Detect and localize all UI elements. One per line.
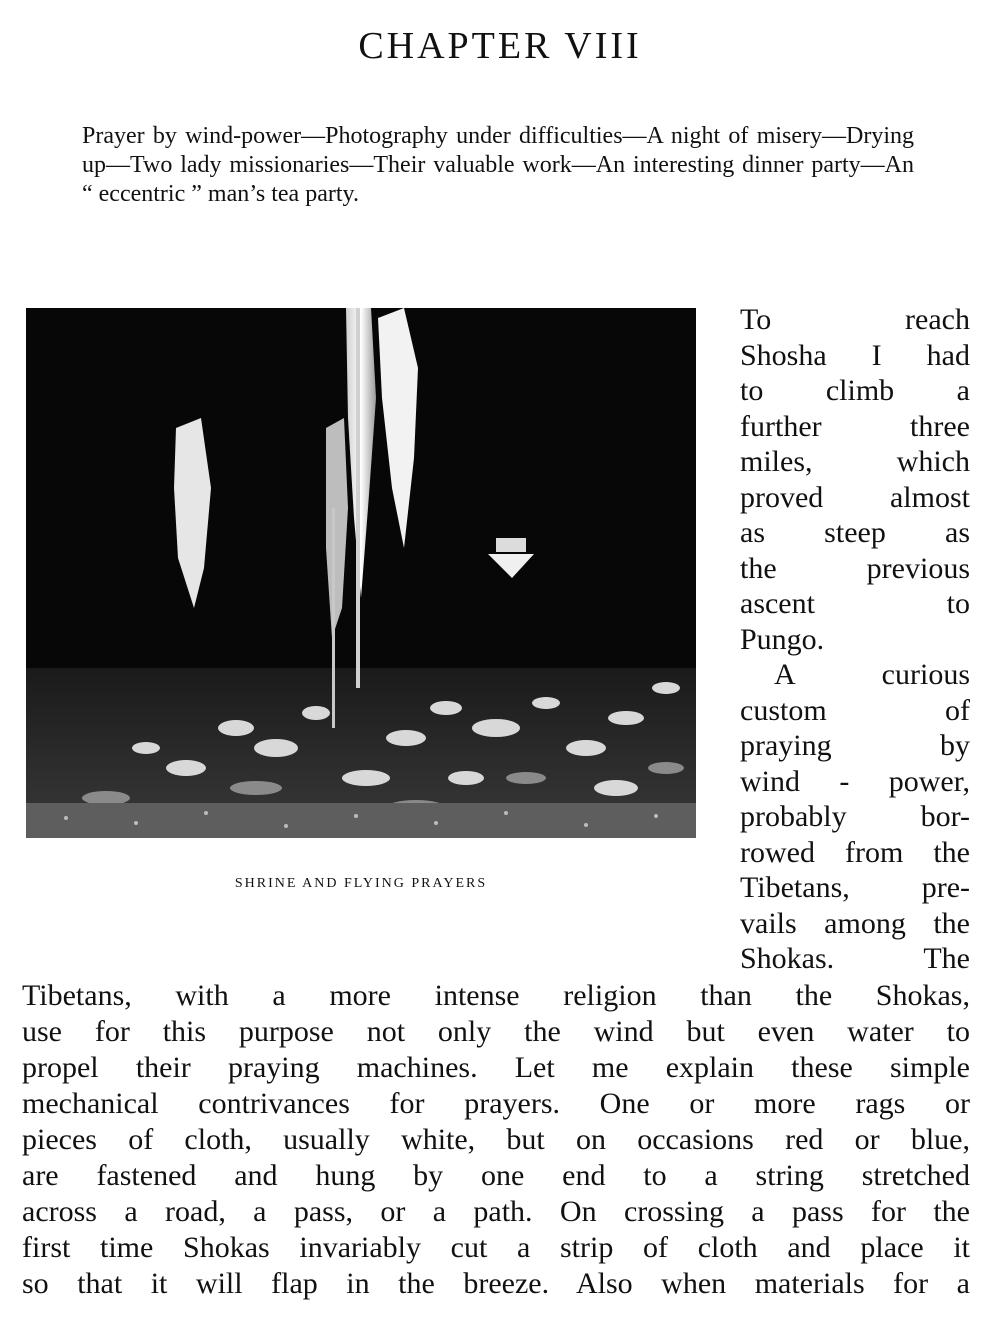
text-line: pieces of cloth, usually white, but on occasions red or blue, xyxy=(22,1123,970,1156)
side-column-text xyxy=(740,302,970,977)
figure-caption: SHRINE AND FLYING PRAYERS xyxy=(234,876,488,891)
text-line: To reach xyxy=(740,303,970,336)
text-line: Tibetans, with a more intense religion than the Shokas, xyxy=(22,979,970,1012)
text-line: probably bor- xyxy=(740,800,970,833)
text-line: Shokas. The xyxy=(740,942,970,975)
text-line: are fastened and hung by one end to a string stretched xyxy=(22,1159,970,1192)
text-line: vails among the xyxy=(740,906,970,940)
text-line: ascent to xyxy=(740,587,970,620)
text-line: rowed from the xyxy=(740,835,970,869)
text-line: across a road, a pass, or a path. On crossing a pass for the xyxy=(22,1195,970,1228)
text-line: use for this purpose not only the wind but even water to xyxy=(22,1015,970,1048)
text-line: to climb a xyxy=(740,374,970,407)
text-line: Tibetans, pre- xyxy=(740,871,970,904)
text-line: so that it will flap in the breeze. Also when materials for a xyxy=(22,1267,970,1300)
text-line: Shosha I had xyxy=(740,338,970,372)
text-line: proved almost xyxy=(740,480,970,514)
text-line: Pungo. xyxy=(740,622,825,656)
text-line: as steep as xyxy=(740,516,970,549)
text-line: first time Shokas invariably cut a strip of cloth and place it xyxy=(22,1231,970,1264)
chapter-title: CHAPTER VIII xyxy=(358,25,642,67)
text-line: wind - power, xyxy=(740,764,970,798)
body-paragraph xyxy=(22,978,970,1302)
text-line: praying by xyxy=(740,729,970,762)
text-line: further three xyxy=(740,409,970,443)
text-line: propel their praying machines. Let me explain these simple xyxy=(22,1051,970,1084)
text-line: mechanical contrivances for prayers. One or more rags or xyxy=(22,1087,970,1120)
chapter-synopsis: Prayer by wind-power—Photography under difficulties—A night of misery—Drying up—Two lady missionaries—Their valuable work—An interesting dinner party—An “ eccentric ” man’s tea party. xyxy=(82,123,914,207)
shrine-photograph xyxy=(26,308,696,838)
text-line: miles, which xyxy=(740,445,970,478)
text-line: custom of xyxy=(740,693,970,727)
text-line: A curious xyxy=(774,658,970,691)
text-line: the previous xyxy=(740,551,970,585)
